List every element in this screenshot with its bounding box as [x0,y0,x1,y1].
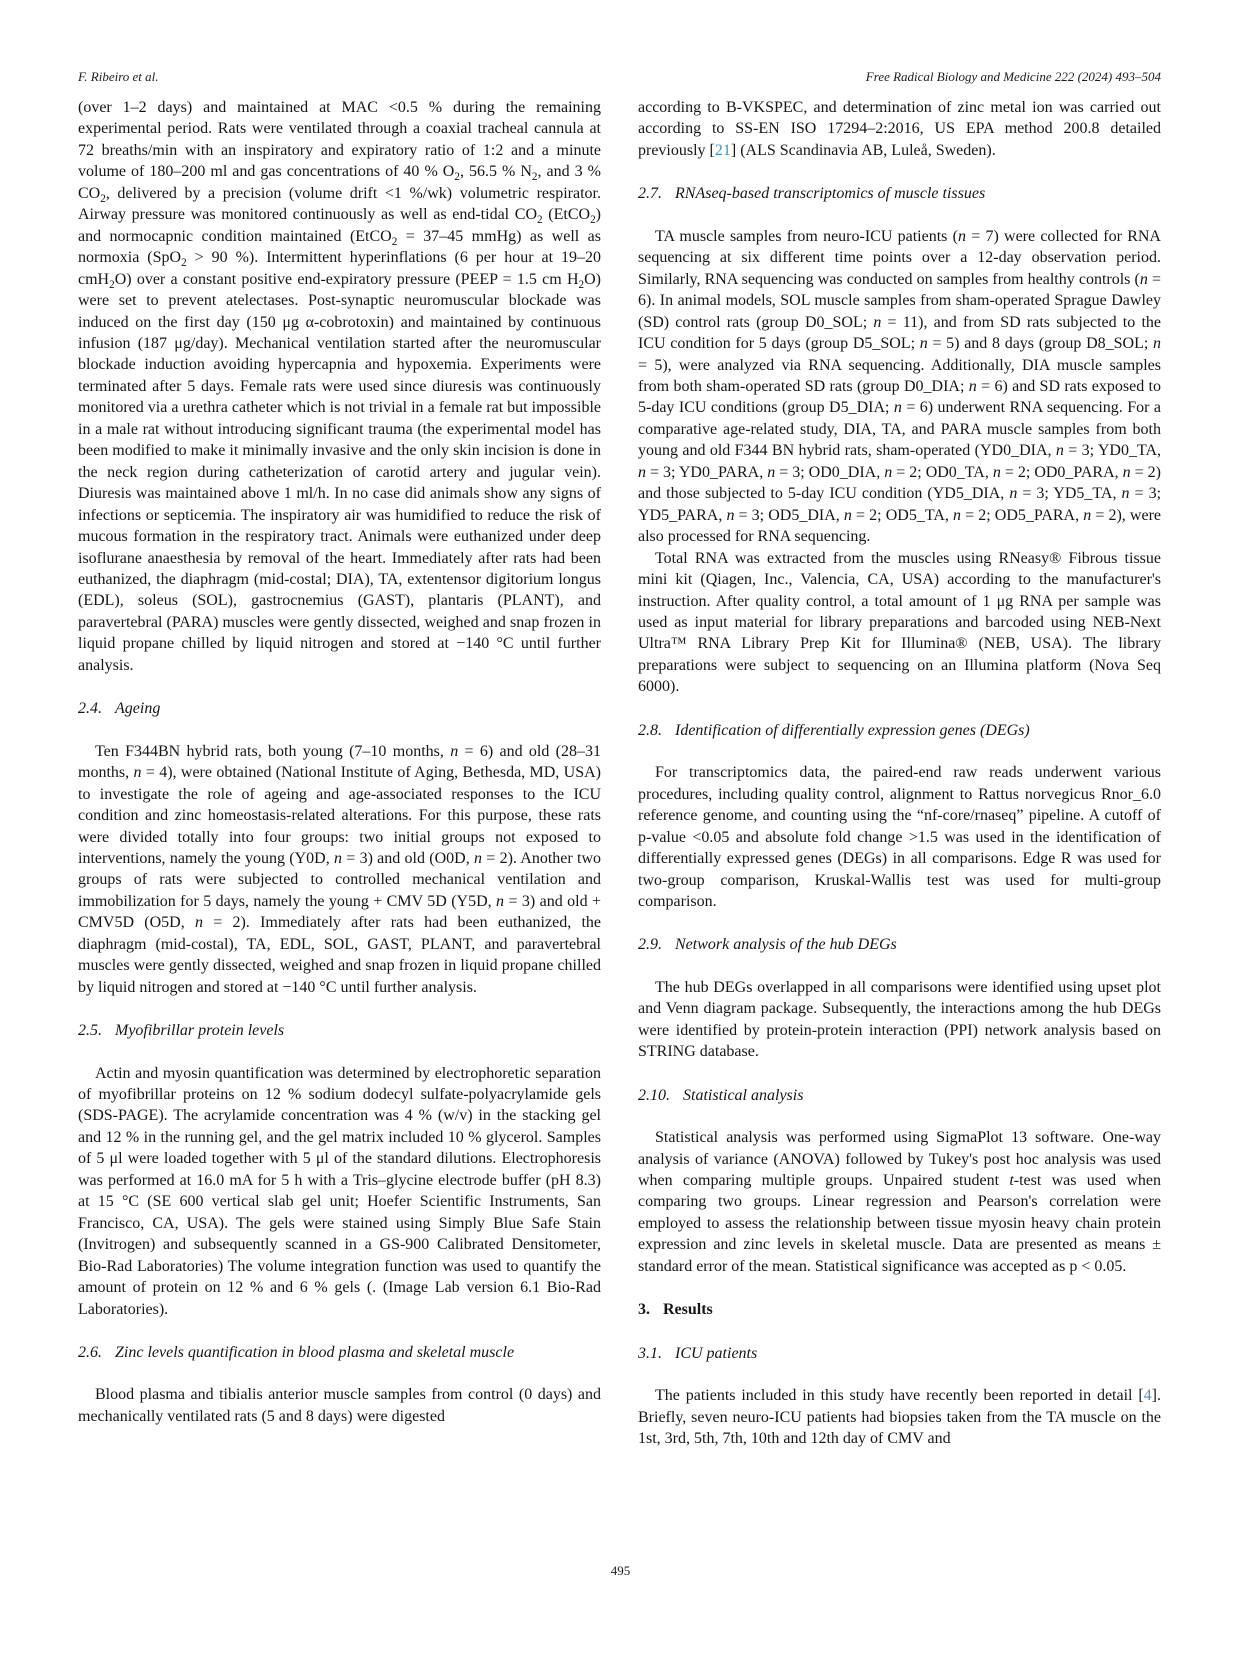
italic-term: n [893,399,902,417]
section-title: ICU patients [675,1344,758,1362]
subsection-heading [638,720,1161,741]
italic-term: n [968,377,977,395]
italic-term: n [1009,485,1018,503]
two-column-body [78,97,1161,1450]
section-number: 2.9. [638,936,662,954]
citation-link[interactable]: 4 [1143,1387,1152,1405]
subscript: 2 [454,171,460,184]
italic-term: n [133,764,142,782]
subsection-heading [638,1343,1161,1364]
subscript: 2 [537,214,543,227]
italic-term: n [1122,463,1131,481]
section-number: 2.6. [78,1344,102,1362]
running-head-journal: Free Radical Biology and Medicine 222 (2024) 493–504 [865,69,1161,84]
body-paragraph: The hub DEGs overlapped in all comparisons were identified using upset plot and Venn diagram package. Subsequently, the interactions among the hub DEGs were identified by protein-protein interaction (PPI) network analysis based on STRING database. [638,978,1161,1061]
section-number: 2.8. [638,721,662,739]
running-head-author: F. Ribeiro et al. [78,69,159,84]
italic-term: n [952,506,961,524]
italic-term: t [1009,1172,1014,1190]
italic-term: n [334,849,342,867]
citation-link[interactable]: 21 [714,141,731,159]
italic-term: n [1121,485,1130,503]
section-heading [638,1299,1161,1320]
section-title: Ageing [115,700,161,718]
italic-term: n [843,506,852,524]
subscript: 2 [578,278,585,291]
italic-term: n [638,463,646,481]
subsection-heading [638,1085,1161,1106]
body-paragraph: TA muscle samples from neuro-ICU patients (n = 7) were collected for RNA sequencing at six different time points over a 12-day observation period. Similarly, RNA sequencing was conducted on samples from healthy controls (n = 6). In animal models, SOL muscle samples from sham-operated Sprague Dawley (SD) control rats (group D0_SOL; n = 11), and from SD rats subjected to the ICU condition for 5 days (group D5_SOL; n = 5) and 8 days (group D8_SOL; n = 5), were analyzed via RNA sequencing. Additionally, DIA muscle samples from both sham-operated SD rats (group D0_DIA; n = 6) and SD rats exposed to 5-day ICU conditions (group D5_DIA; n = 6) underwent RNA sequencing. For a comparative age-related study, DIA, TA, and PARA muscle samples from both young and old F344 BN hybrid rats, sham-operated (YD0_DIA, n = 3; YD0_TA, n = 3; YD0_PARA, n = 3; OD0_DIA, n = 2; OD0_TA, n = 2; OD0_PARA, n = 2) and those subjected to 5-day ICU condition (YD5_DIA, n = 3; YD5_TA, n = 3; YD5_PARA, n = 3; OD5_DIA, n = 2; OD5_TA, n = 2; OD5_PARA, n = 2), were also processed for RNA sequencing. [638,227,1162,546]
body-paragraph: according to B-VKSPEC, and determination of zinc metal ion was carried out according to SS-EN ISO 17294–2:2016, US EPA method 200.8 detailed previously [21] (ALS Scandinavia AB, Luleå, Sweden). [638,99,1161,159]
section-title: Myofibrillar protein levels [115,1022,285,1040]
section-number: 2.7. [638,185,662,203]
subscript: 2 [590,214,596,227]
body-paragraph: Ten F344BN hybrid rats, both young (7–10 months, n = 6) and old (28–31 months, n = 4), were obtained (National Institute of Aging, Bethesda, MD, USA) to investigate the role of ageing and age-associated responses to the ICU condition and zinc homeostasis-related alterations. For this purpose, these rats were divided totally into four groups: two initial groups not exposed to interventions, namely the young (Y0D, n = 3) and old (O0D, n = 2). Another two groups of rats were subjected to controlled mechanical ventilation and immobilization for 5 days, namely the young + CMV 5D (Y5D, n = 3) and old + CMV5D (O5D, n = 2). Immediately after rats had been euthanized, the diaphragm (mid-costal), TA, EDL, SOL, GAST, PLANT, and paravertebral muscles were gently dissected, weighed and snap frozen in liquid propane chilled by liquid nitrogen and stored at −140 °C until further analysis. [78,742,601,996]
italic-term: n [992,463,1001,481]
italic-term: n [194,914,203,932]
left-column [78,97,601,1450]
body-paragraph: For transcriptomics data, the paired-end raw reads underwent various procedures, including quality control, alignment to Rattus norvegicus Rnor_6.0 reference genome, and counting using the “nf-core/rnaseq” pipeline. A cutoff of p-value <0.05 and absolute fold change >1.5 was used in the identification of differentially expressed genes (DEGs) in all comparisons. Edge R was used for two-group comparison, Kruskal-Wallis test was used for multi-group comparison. [638,764,1161,910]
page-footer [0,1563,1241,1579]
subscript: 2 [109,278,115,291]
body-paragraph: The patients included in this study have recently been reported in detail [4]. Briefly, seven neuro-ICU patients had biopsies taken from the TA muscle on the 1st, 3rd, 5th, 7th, 10th and 12th day of CMV and [638,1387,1161,1448]
page-number: 495 [610,1563,631,1578]
section-number: 2.4. [78,700,102,718]
body-paragraph: Actin and myosin quantification was determined by electrophoretic separation of myofibrillar proteins on 12 % sodium dodecyl sulfate-polyacrylamide gels (SDS-PAGE). The acrylamide concentration was 4 % (w/v) in the stacking gel and 12 % in the running gel, and the gel matrix included 10 % glycerol. Samples of 5 μl were loaded together with 5 μl of the standard dilutions. Electrophoresis was performed at 16.0 mA for 5 h with a Tris–glycine electrode buffer (pH 8.3) at 15 °C (SE 600 vertical slab gel unit; Hoefer Scientific Instruments, San Francisco, CA, USA). The gels were stained using Simply Blue Safe Stain (Invitrogen) and subsequently scanned in a GS-900 Calibrated Densitometer, Bio-Rad Laboratories) The volume integration function was used to quantify the amount of protein on 12 % and 6 % gels (. (Image Lab version 6.1 Bio-Rad Laboratories). [78,1064,601,1318]
italic-term: n [726,506,735,524]
subsection-heading [78,1020,601,1041]
section-title: Identification of differentially expression genes (DEGs) [675,721,1030,739]
section-title: RNAseq-based transcriptomics of muscle tissues [675,185,986,203]
subsection-heading [78,1342,601,1363]
italic-term: n [767,463,776,481]
section-title: Network analysis of the hub DEGs [675,936,897,954]
italic-term: n [450,742,459,760]
subscript: 2 [100,193,106,205]
section-number: 2.5. [78,1022,102,1040]
italic-term: n [884,463,893,481]
italic-term: n [1153,335,1161,353]
subscript: 2 [531,171,538,184]
subscript: 2 [391,235,398,248]
italic-term: n [1139,270,1148,288]
section-title: Statistical analysis [683,1086,804,1104]
right-column [638,97,1161,1450]
body-paragraph: (over 1–2 days) and maintained at MAC <0.5 % during the remaining experimental period. Rats were ventilated through a coaxial tracheal cannula at 72 breaths/min with an inspiratory and expiratory ratio of 1:2 and a minute volume of 180–200 ml and gas concentrations of 40 % $O_2$, 56.5 % $N_2$, and 3 % $CO_2$, delivered by a precision (volume drift <1 %/wk) volumetric respirator. Airway pressure was monitored continuously as well as end-tidal $CO_2$ (EtCO$_2$) and normocapnic condition maintained (EtCO$_2$ = 37–45 mmHg) as well as normoxia (SpO$_2$ > 90 %). Intermittent hyperinflations (6 per hour at 19–20 cmH$_2$O) over a constant positive end-expiratory pressure (PEEP = 1.5 cm $H_2O$) were set to prevent atelectases. Post-synaptic neuromuscular blockade was induced on the first day (150 μg α-cobrotoxin) and maintained by continuous infusion (187 μg/day). Mechanical ventilation started after the neuromuscular blockade induction avoiding hypercapnia and hypoxemia. Experiments were terminated after 5 days. Female rats were used since diuresis was continuously monitored via a urethra catheter which is not trivial in a female rat but impossible in a male rat without introducing significant trauma (the experimental model has been modified to make it minimally invasive and the only skin incision is done in the neck region during catheterization of carotid artery and jugular vein). Diuresis was maintained above 1 ml/h. In no case did animals show any signs of infections or septicemia. The inspiratory air was humidified to reduce the risk of mucous formation in the respiratory tract. Animals were euthanized under deep isoflurane anaesthesia by removal of the heart. Immediately after rats had been euthanized, the diaphragm (mid-costal; DIA), TA, extentensor digitorium longus (EDL), soleus (SOL), gastrocnemius (GAST), plantaris (PLANT), and paravertebral (PARA) muscles were gently dissected, weighed and snap frozen in liquid propane chilled by liquid nitrogen and stored at −140 °C until further analysis. [78,99,602,674]
italic-term: n [496,892,505,910]
section-number: 2.10. [638,1086,670,1104]
italic-term: n [919,335,928,353]
italic-term: n [1055,442,1064,460]
subsection-heading [638,934,1161,955]
italic-term: n [474,849,482,867]
body-paragraph: Total RNA was extracted from the muscles using RNeasy® Fibrous tissue mini kit (Qiagen, Inc., Valencia, CA, USA) according to the manufacturer's instruction. After quality control, a total amount of 1 μg RNA per sample was used as input material for library preparations and barcoded using NEB-Next Ultra™ RNA Library Prep Kit for Illumina® (NEB, USA). The library preparations were subject to sequencing on an Illumina platform (Nova Seq 6000). [638,549,1161,696]
italic-term: n [957,227,966,245]
section-title: Zinc levels quantification in blood plasma and skeletal muscle [115,1344,515,1362]
italic-term: n [1083,506,1092,524]
body-paragraph: Statistical analysis was performed using SigmaPlot 13 software. One-way analysis of variance (ANOVA) followed by Tukey's post hoc analysis was used when comparing multiple groups. Unpaired student t-test was used when comparing two groups. Linear regression and Pearson's correlation were employed to assess the relationship between tissue myosin heavy chain protein expression and zinc levels in skeletal muscle. Data are presented as means ± standard error of the mean. Statistical significance was accepted as p < 0.05. [638,1129,1161,1275]
italic-term: n [873,313,882,331]
subsection-heading [638,183,1161,204]
running-head [78,69,1161,85]
subsection-heading [78,698,601,719]
section-title: Results [663,1301,713,1319]
section-number: 3. [638,1301,650,1319]
subscript: 2 [181,257,187,270]
section-number: 3.1. [638,1344,662,1362]
body-paragraph: Blood plasma and tibialis anterior muscle samples from control (0 days) and mechanically ventilated rats (5 and 8 days) were digested [78,1386,601,1425]
